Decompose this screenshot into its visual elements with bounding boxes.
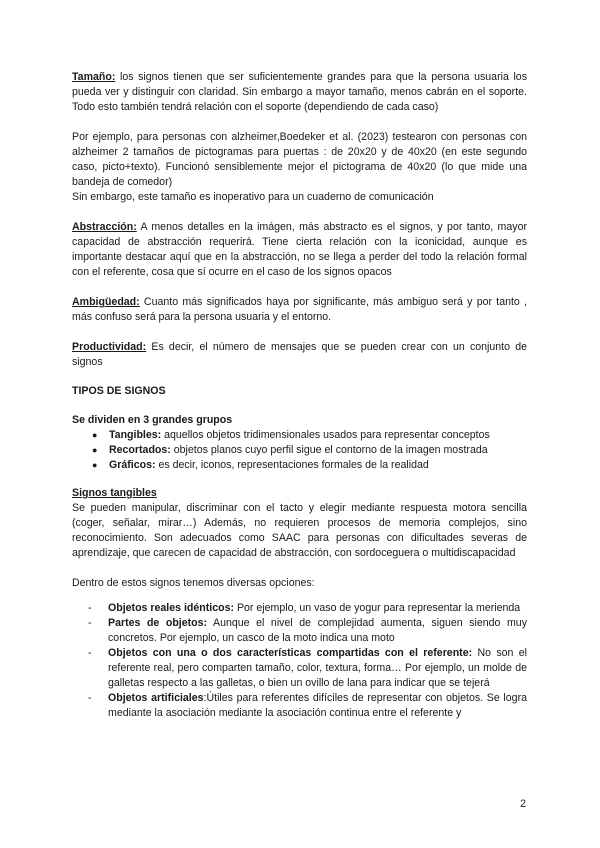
dash-icon: - xyxy=(88,617,92,629)
list-opciones xyxy=(72,601,527,721)
paragraph-productividad xyxy=(72,340,527,370)
term-tamano: Tamaño: xyxy=(72,71,116,83)
paragraph-signos-tangibles: Se pueden manipular, discriminar con el tacto y elegir mediante respuesta motora sencilla (coger, señalar, mirar…) Además, no requieren procesos de memoria complejos, sino reconocimiento. Son adecuados como SAAC para personas con dificultades severas de aprendizaje, que carecen de capacidad de abstracción, con sordoceguera o multidiscapacidad xyxy=(72,502,527,559)
opcion-text: Por ejemplo, un vaso de yogur para representar la merienda xyxy=(234,602,521,614)
text-productividad: Es decir, el número de mensajes que se pueden crear con un conjunto de signos xyxy=(72,341,527,368)
heading-grandes-grupos: Se dividen en 3 grandes grupos xyxy=(72,414,233,426)
dash-icon: - xyxy=(88,692,92,704)
opcion-term: Objetos reales idénticos: xyxy=(108,602,234,614)
list-grupos xyxy=(72,428,527,473)
page-number: 2 xyxy=(520,798,526,810)
term-productividad: Productividad: xyxy=(72,341,147,353)
document-page xyxy=(72,70,527,721)
bullet-icon: ● xyxy=(92,430,98,440)
text-tamano: los signos tienen que ser suficientemente grandes para que la persona usuaria los pueda ver y distinguir con claridad. Sin embargo a mayor tamaño, menos cabrán en el soporte. Todo esto también tendrá relación con el soporte (dependiendo de cada caso) xyxy=(72,71,527,113)
paragraph-opciones-intro: Dentro de estos signos tenemos diversas opciones: xyxy=(72,577,315,589)
dash-icon: - xyxy=(88,647,92,659)
opcion-term: Objetos artificiales xyxy=(108,692,204,704)
paragraph-ambiguedad xyxy=(72,295,527,325)
dash-icon: - xyxy=(88,602,92,614)
text-abstraccion: A menos detalles en la imágen, más abstracto es el signos, y por tanto, mayor capacidad de abstracción requerirá. Tiene cierta relación con la iconicidad, aunque es importante destacar aquí que en la abstracción, no se llega a perder del todo la relación formal con el referente, cosa que sí ocurre en el caso de los signos opacos xyxy=(72,221,527,278)
paragraph-inoperativo: Sin embargo, este tamaño es inoperativo para un cuaderno de comunicación xyxy=(72,191,434,203)
paragraph-ejemplo-alzheimer: Por ejemplo, para personas con alzheimer,Boedeker et al. (2023) testearon con personas con alzheimer 2 tamaños de pictogramas para puertas : de 20x20 y de 40x20 (en este segundo caso, picto+texto). Funcionó sensiblemente mejor el pictograma de 40x20 (lo que mide una bandeja de comedor) xyxy=(72,131,527,188)
list-item xyxy=(88,691,527,721)
term-abstraccion: Abstracción: xyxy=(72,221,137,233)
list-item xyxy=(88,646,527,691)
opcion-text: Aunque el nivel de complejidad aumenta, siguen siendo muy concretos. Por ejemplo, un casco de la moto indica una moto xyxy=(108,617,527,644)
list-item xyxy=(92,458,527,473)
grupo-text: objetos planos cuyo perfil sigue el contorno de la imagen mostrada xyxy=(170,444,488,456)
heading-tipos-de-signos: TIPOS DE SIGNOS xyxy=(72,385,166,397)
grupo-term: Tangibles: xyxy=(109,429,162,441)
opcion-term: Objetos con una o dos características compartidas con el referente: xyxy=(108,647,473,659)
grupo-term: Recortados: xyxy=(109,444,171,456)
term-ambiguedad: Ambigüedad: xyxy=(72,296,140,308)
grupo-text: es decir, iconos, representaciones formales de la realidad xyxy=(155,459,429,471)
paragraph-tamano xyxy=(72,70,527,115)
bullet-icon: ● xyxy=(92,460,98,470)
list-item xyxy=(92,428,527,443)
bullet-icon: ● xyxy=(92,445,98,455)
opcion-text: :Útiles para referentes difíciles de representar con objetos. Se logra mediante la asociación mediante la asociación continua entre el referente y xyxy=(108,692,527,719)
grupo-term: Gráficos: xyxy=(109,459,156,471)
grupo-text: aquellos objetos tridimensionales usados para representar conceptos xyxy=(161,429,490,441)
heading-signos-tangibles: Signos tangibles xyxy=(72,487,157,499)
opcion-text: No son el referente real, pero comparten tamaño, color, textura, forma… Por ejemplo, un molde de galletas respecto a las galletas, o bien un ovillo de lana para indicar que se tejerá xyxy=(108,647,527,689)
list-item xyxy=(92,443,527,458)
text-ambiguedad: Cuanto más significados haya por significante, más ambiguo será y por tanto , más confuso será para la persona usuaria y el entorno. xyxy=(72,296,527,323)
list-item xyxy=(88,601,527,616)
opcion-term: Partes de objetos: xyxy=(108,617,208,629)
list-item xyxy=(88,616,527,646)
paragraph-abstraccion xyxy=(72,220,527,280)
